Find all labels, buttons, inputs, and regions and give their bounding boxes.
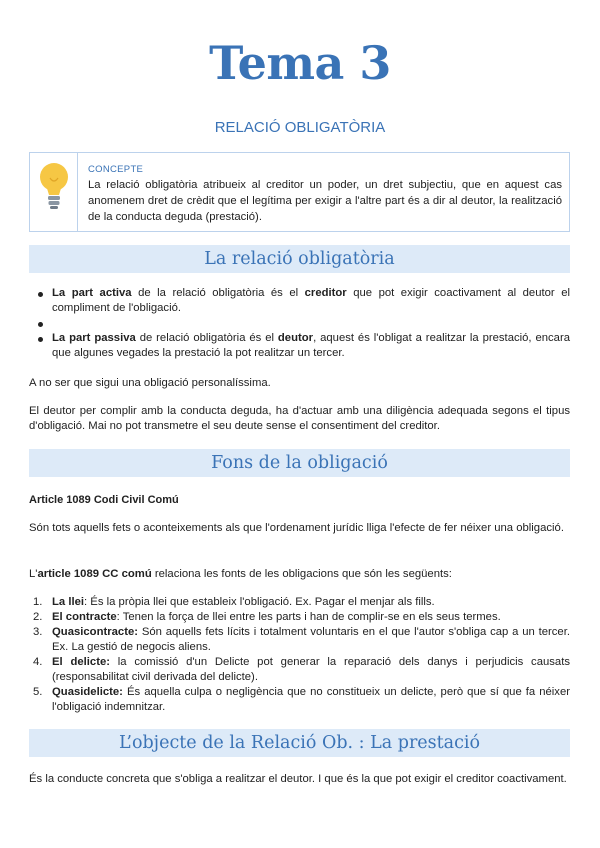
list-item bbox=[29, 610, 570, 625]
concept-box bbox=[29, 152, 570, 232]
section-heading-fons: Fons de la obligació bbox=[29, 449, 570, 477]
concept-icon-column bbox=[30, 153, 78, 231]
item-bold: El contracte bbox=[52, 611, 117, 623]
paragraph-bold: article 1089 CC comú bbox=[37, 568, 152, 580]
paragraph: El deutor per complir amb la conducta deguda, ha d'actuar amb una diligència adequada segons el tipus d'obligació. Mai no pot transmetre el seu deute sense el consentiment del creditor. bbox=[29, 405, 570, 432]
list-number: 2. bbox=[33, 611, 43, 623]
list-item bbox=[29, 655, 570, 685]
lightbulb-icon bbox=[37, 160, 71, 212]
list-item bbox=[29, 286, 570, 316]
bullet-text-2: , aquest és l'obligat a realitzar la prestació, encara que algunes vegades la prestació la pot realitzar un tercer. bbox=[52, 332, 570, 359]
bullet-bold-2: deutor bbox=[277, 332, 314, 344]
bullet-text-2: que pot exigir coactivament al deutor el compliment de l'obligació. bbox=[52, 287, 570, 314]
list-number: 5. bbox=[33, 686, 43, 698]
list-item bbox=[29, 625, 570, 655]
list-number: 4. bbox=[33, 656, 43, 668]
item-bold: Quasidelicte: bbox=[52, 686, 123, 698]
bullet-bold: La part passiva bbox=[52, 332, 136, 344]
concept-text: La relació obligatòria atribueix al creditor un poder, un dret subjectiu, que en aquest cas anomenem dret de crèdit que el legítima per exigir a l'altre part és a dir al deutor, la realització de la conducta deguda (prestació). bbox=[88, 179, 562, 223]
list-number: 3. bbox=[33, 626, 43, 638]
list-item bbox=[29, 685, 570, 715]
article-title: Article 1089 Codi Civil Comú bbox=[29, 494, 179, 506]
bullet-bold-2: creditor bbox=[304, 287, 347, 299]
paragraph: Són tots aquells fets o aconteixements als que l'ordenament jurídic lliga l'efecte de fer néixer una obligació. bbox=[29, 522, 564, 534]
list-item bbox=[29, 331, 570, 361]
item-bold: El delicte: bbox=[52, 656, 111, 668]
numbered-list bbox=[29, 595, 570, 715]
list-number: 1. bbox=[33, 596, 43, 608]
bullet-list bbox=[29, 286, 570, 361]
bullet-text: de relació obligatòria és el bbox=[135, 332, 278, 344]
list-item-empty bbox=[29, 316, 570, 331]
paragraph-article bbox=[29, 567, 570, 582]
item-bold: Quasicontracte: bbox=[52, 626, 139, 638]
item-text: la comissió d'un Delicte pot generar la reparació dels danys i perjudicis causats (responsabilitat civil derivada del delicte). bbox=[52, 656, 570, 683]
paragraph: És la conducte concreta que s'obliga a realitzar el deutor. I que és la que pot exigir el creditor coactivament. bbox=[29, 773, 567, 785]
list-item bbox=[29, 595, 570, 610]
item-text: Són aquells fets lícits i totalment voluntaris en el que l'autor s'obliga cap a un tercer. Ex. La gestió de negocis aliens. bbox=[52, 626, 570, 653]
item-text: : Tenen la força de llei entre les parts i han de complir-se en els seus termes. bbox=[116, 611, 501, 623]
bullet-bold: La part activa bbox=[52, 287, 132, 299]
page-title: Tema 3 bbox=[209, 36, 391, 90]
item-bold: La llei bbox=[52, 596, 85, 608]
item-text: És aquella culpa o negligència que no constitueix un delicte, però que sí que fa néixer l'obligació indemnitzar. bbox=[52, 686, 570, 713]
section-heading-relacio: La relació obligatòria bbox=[29, 245, 570, 273]
bullet-text: de la relació obligatòria és el bbox=[131, 287, 305, 299]
paragraph-text: relaciona les fonts de les obligacions que són les següents: bbox=[151, 568, 452, 580]
section-heading-objecte: L’objecte de la Relació Ob. : La prestació bbox=[29, 729, 570, 757]
paragraph: A no ser que sigui una obligació personalíssima. bbox=[29, 377, 271, 389]
paragraph-text: L' bbox=[29, 568, 38, 580]
page-subtitle: RELACIÓ OBLIGATÒRIA bbox=[214, 119, 386, 136]
item-text: : És la pròpia llei que estableix l'obligació. Ex. Pagar el menjar als fills. bbox=[84, 596, 435, 608]
concept-label: CONCEPTE bbox=[88, 164, 144, 175]
